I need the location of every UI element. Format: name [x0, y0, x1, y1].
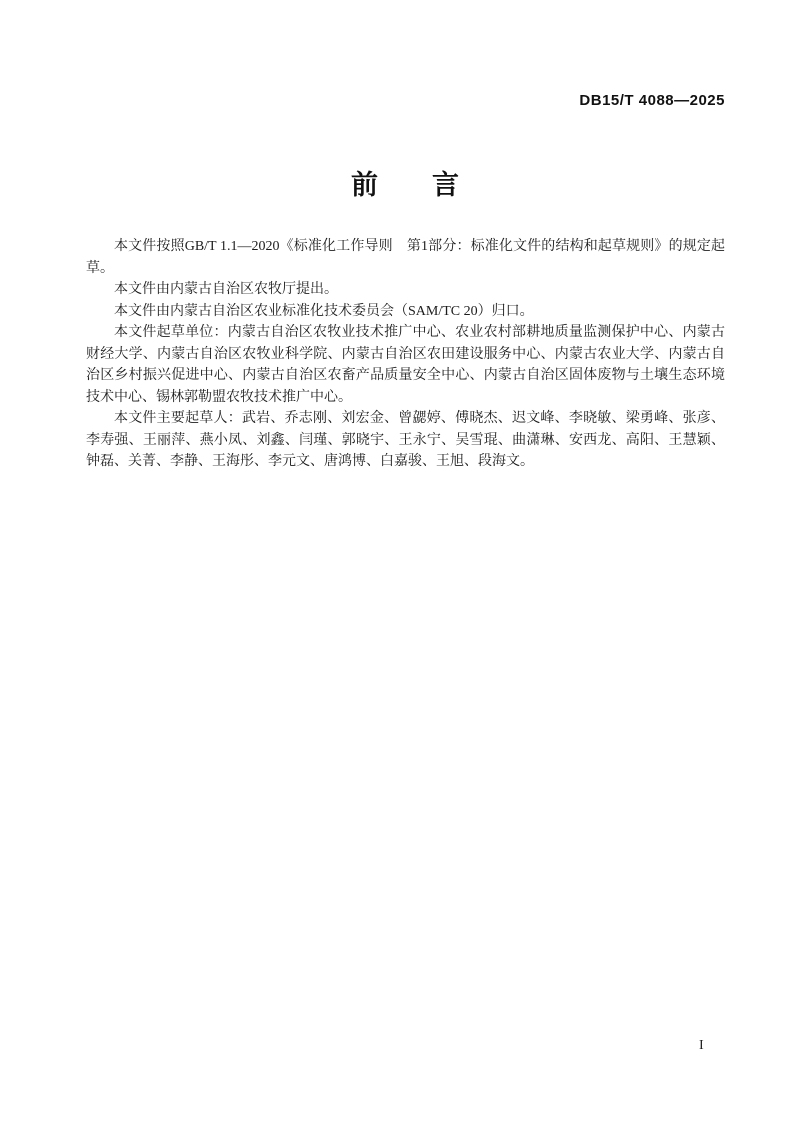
page-number: I — [699, 1038, 704, 1053]
paragraph-proposer: 本文件由内蒙古自治区农牧厅提出。 — [114, 282, 338, 297]
document-header — [85, 92, 725, 109]
paragraph-basis: 本文件按照GB/T 1.1—2020《标准化工作导则 第1部分：标准化文件的结构和起草规则》的规定起草。 — [86, 239, 725, 276]
foreword-body — [86, 236, 725, 473]
paragraph-drafters: 本文件主要起草人：武岩、乔志刚、刘宏金、曾勰婷、傅晓杰、迟文峰、李晓敏、梁勇峰、张彦、李寿强、王丽萍、燕小凤、刘鑫、闫瑾、郭晓宇、王永宁、吴雪琨、曲潇琳、安西龙、高阳、王慧颖、钟磊、关菁、李静、王海彤、李元文、唐鸿博、白嘉骏、王旭、段海文。 — [86, 411, 725, 469]
page-title: 前 言 — [351, 170, 459, 200]
standard-code: DB15/T 4088—2025 — [579, 92, 725, 109]
paragraph-drafting-units: 本文件起草单位：内蒙古自治区农牧业技术推广中心、农业农村部耕地质量监测保护中心、内蒙古财经大学、内蒙古自治区农牧业科学院、内蒙古自治区农田建设服务中心、内蒙古农业大学、内蒙古自治区乡村振兴促进中心、内蒙古自治区农畜产品质量安全中心、内蒙古自治区固体废物与土壤生态环境技术中心、锡林郭勒盟农牧技术推广中心。 — [86, 325, 725, 405]
paragraph-committee: 本文件由内蒙古自治区农业标准化技术委员会（SAM/TC 20）归口。 — [114, 303, 534, 319]
